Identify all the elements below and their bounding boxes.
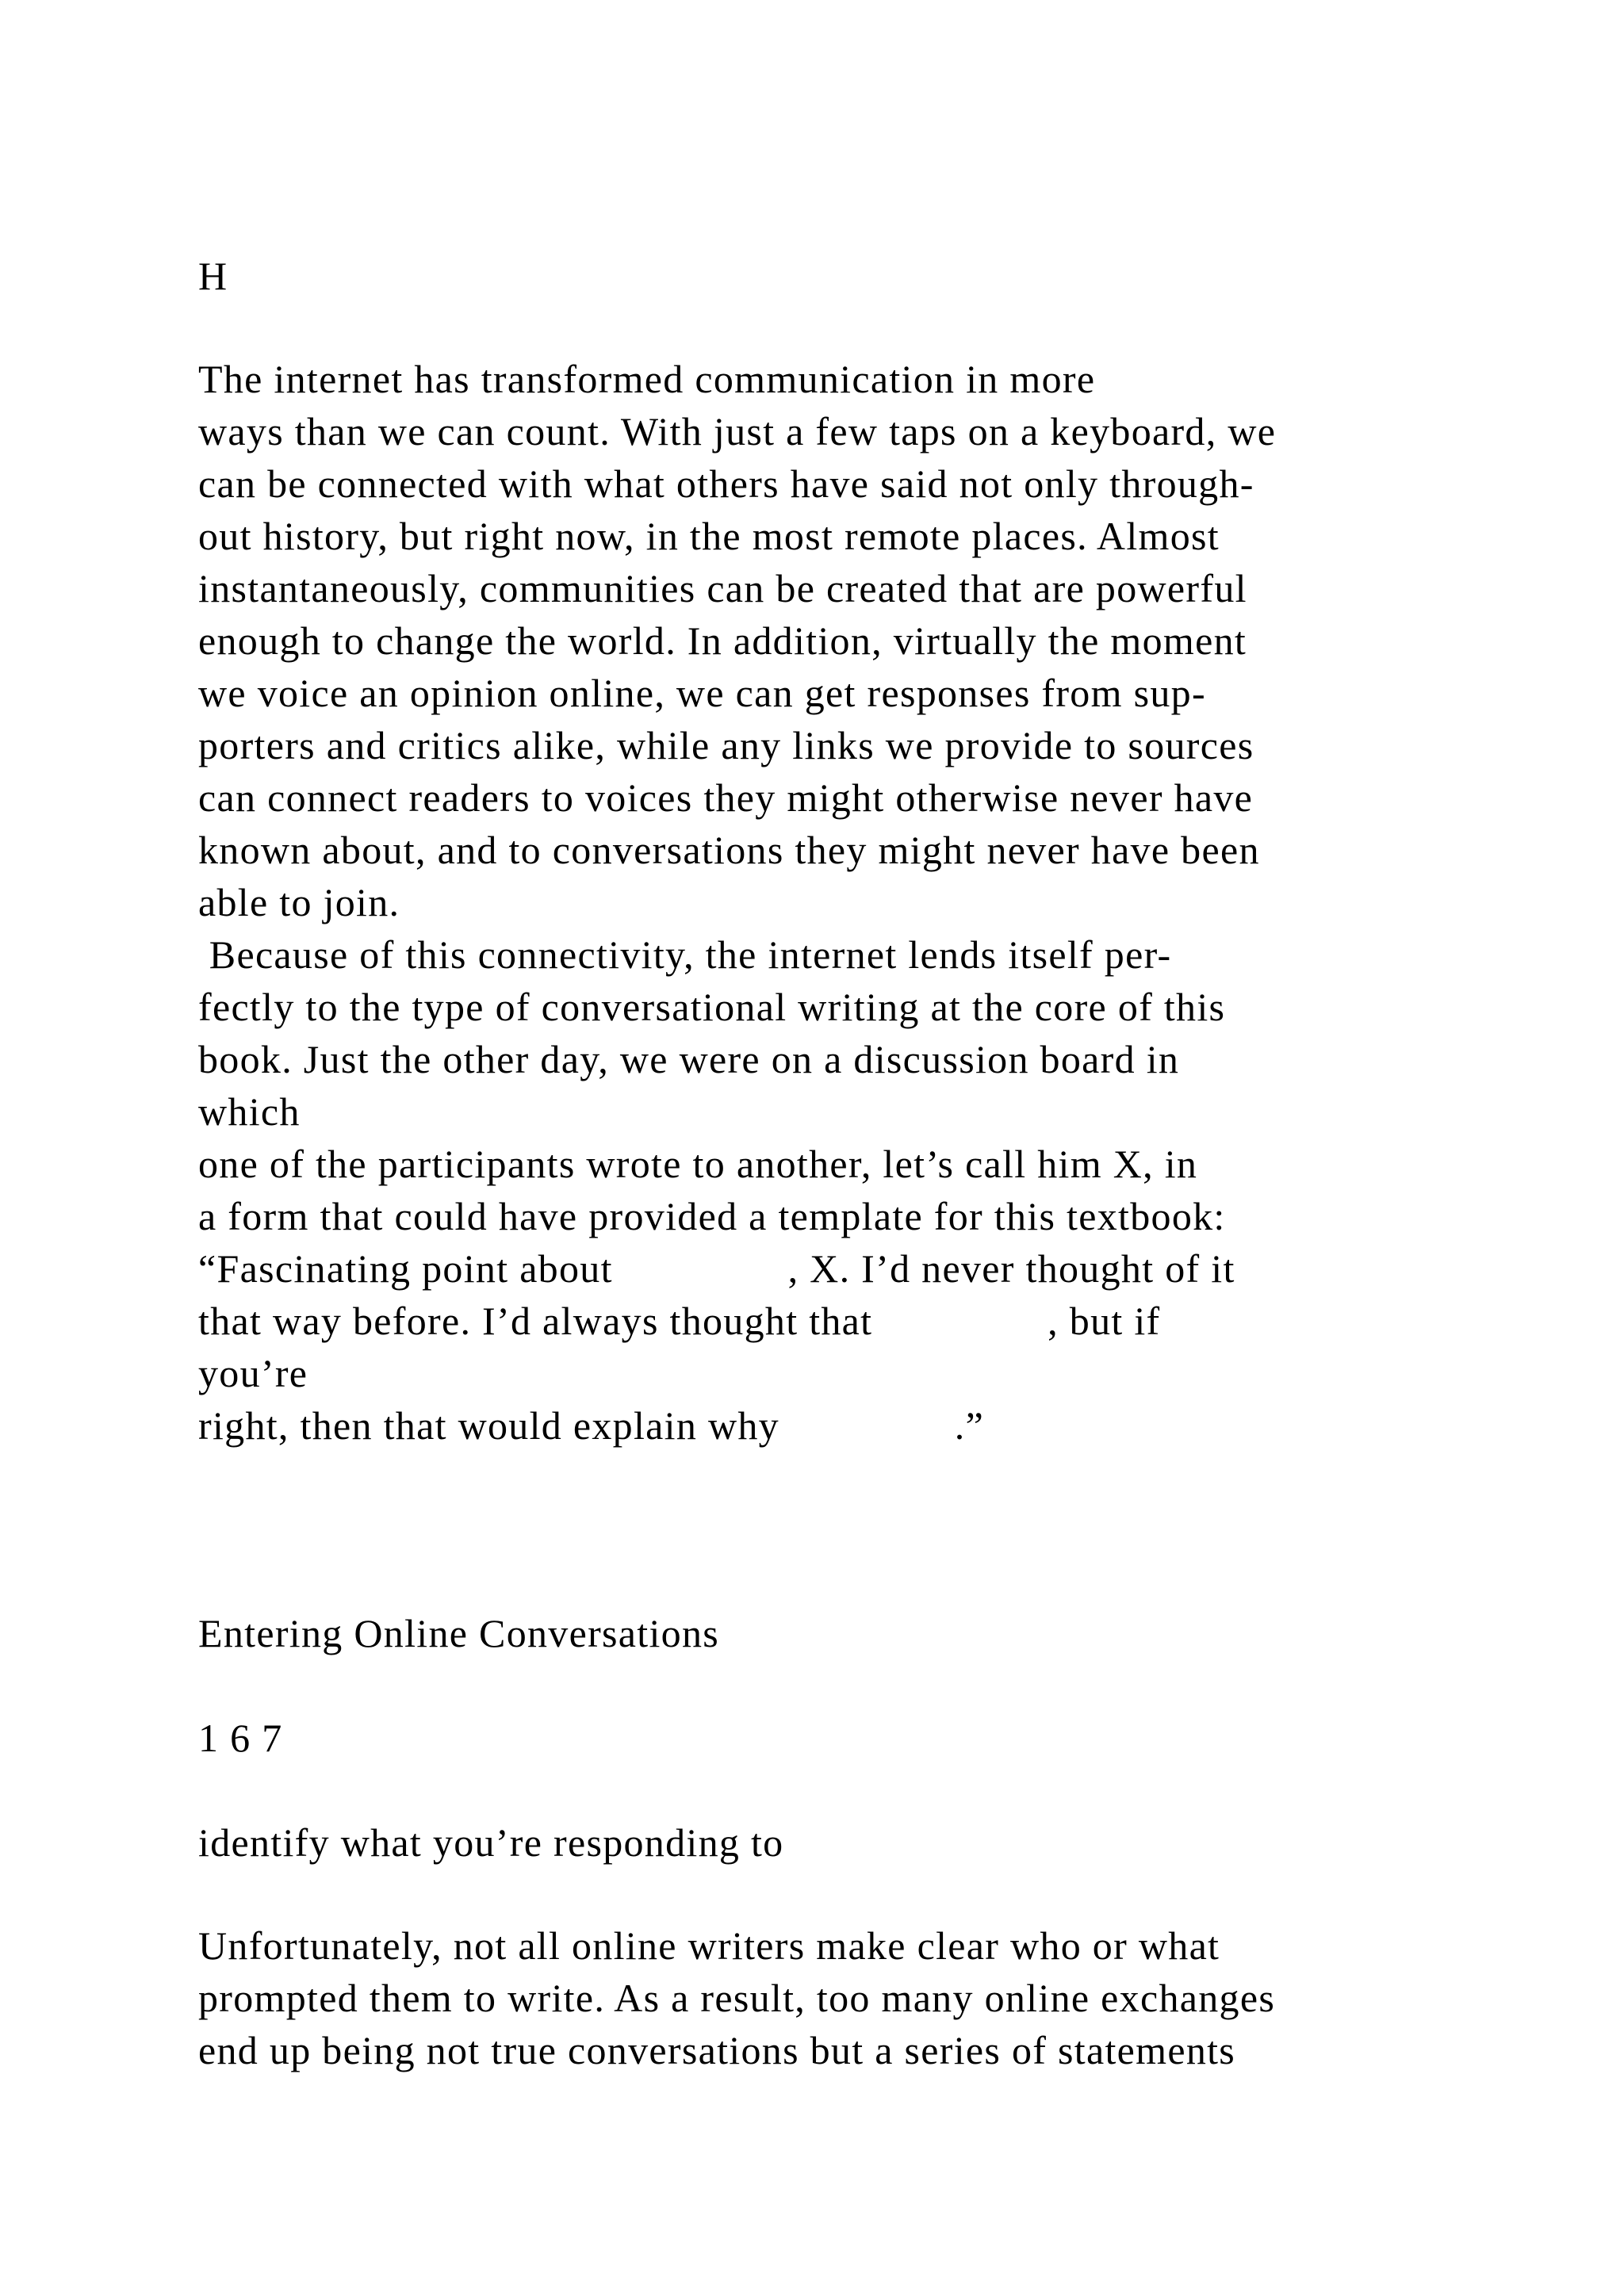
paragraph-line: out history, but right now, in the most remote places. Almost <box>198 514 1220 558</box>
paragraph-line: known about, and to conversations they might never have been <box>198 828 1260 872</box>
paragraph-line: able to join. <box>198 880 400 924</box>
paragraph-line: you’re <box>198 1351 308 1395</box>
paragraph-line: Because of this connectivity, the internet lends itself per- <box>198 932 1172 977</box>
paragraph-line: one of the participants wrote to another, let’s call him X, in <box>198 1142 1198 1186</box>
paragraph-line: a form that could have provided a template for this textbook: <box>198 1194 1226 1238</box>
paragraph-line: instantaneously, communities can be created that are powerful <box>198 566 1247 610</box>
section-heading: identify what you’re responding to <box>198 1820 784 1865</box>
paragraph-line: right, then that would explain why .” <box>198 1403 985 1448</box>
paragraph-line: fectly to the type of conversational writing at the core of this <box>198 985 1226 1029</box>
page-number: 1 6 7 <box>198 1716 283 1760</box>
paragraph-line: enough to change the world. In addition, virtually the moment <box>198 618 1247 663</box>
paragraph-line: porters and critics alike, while any links we provide to sources <box>198 723 1254 767</box>
paragraph-line: “Fascinating point about , X. I’d never thought of it <box>198 1246 1235 1291</box>
paragraph-line: which <box>198 1089 301 1134</box>
paragraph-line: we voice an opinion online, we can get responses from sup- <box>198 671 1206 715</box>
paragraph-line: prompted them to write. As a result, too many online exchanges <box>198 1976 1276 2020</box>
header-letter: H <box>198 254 228 298</box>
paragraph-line: The internet has transformed communication in more <box>198 357 1096 401</box>
paragraph-line: can connect readers to voices they might otherwise never have <box>198 775 1254 820</box>
paragraph-line: book. Just the other day, we were on a discussion board in <box>198 1037 1180 1081</box>
paragraph-line: Unfortunately, not all online writers make clear who or what <box>198 1923 1220 1968</box>
paragraph-line: that way before. I’d always thought that , but if <box>198 1299 1161 1343</box>
paragraph-line: end up being not true conversations but a series of statements <box>198 2028 1236 2072</box>
paragraph-line: can be connected with what others have said not only through- <box>198 461 1254 506</box>
paragraph-line: ways than we can count. With just a few taps on a keyboard, we <box>198 409 1277 453</box>
running-head: Entering Online Conversations <box>198 1611 720 1655</box>
